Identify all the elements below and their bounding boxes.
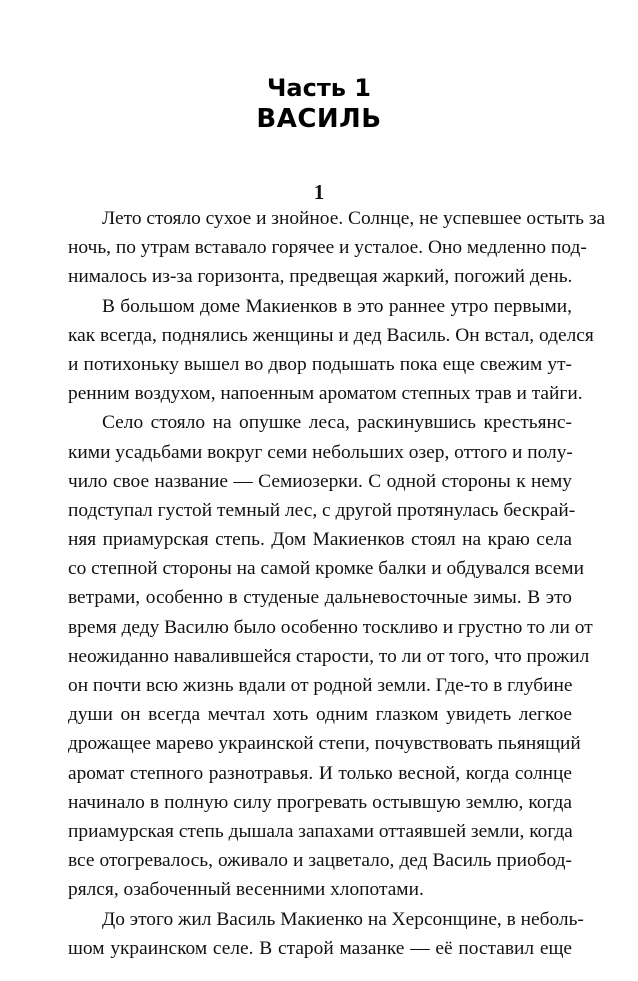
text-line: и потихоньку вышел во двор подышать пока еще свежим ут- — [68, 353, 572, 375]
text-line: время деду Василю было особенно тоскливо и грустно то ли от — [68, 616, 593, 638]
text-line: подступал густой темный лес, с другой протянулась бескрай- — [68, 499, 576, 521]
paragraph — [68, 204, 606, 292]
text-line: все отогревалось, оживало и зацветало, дед Василь приобод- — [68, 850, 572, 872]
text-line: шом украинском селе. В старой мазанке — её поставил еще — [68, 937, 572, 959]
paragraph — [68, 408, 593, 904]
part-name: ВАСИЛЬ — [256, 104, 382, 134]
text-line: души он всегда мечтал хоть одним глазком увидеть легкое — [68, 704, 572, 726]
text-line: неожиданно навалившейся старости, то ли от того, что прожил — [68, 645, 590, 667]
paragraph — [68, 905, 584, 963]
paragraph — [68, 292, 594, 409]
text-line: дрожащее марево украинской степи, почувствовать пьянящий — [68, 733, 581, 755]
text-line: аромат степного разнотравья. И только весной, когда солнце — [68, 762, 572, 784]
chapter-text — [68, 204, 606, 963]
text-line: со степной стороны на самой кромке балки и обдувался всеми — [68, 558, 584, 580]
text-line: рялся, озабоченный весенними хлопотами. — [68, 879, 424, 901]
text-line: кими усадьбами вокруг семи небольших озер, оттого и полу- — [68, 441, 573, 463]
text-line: ночь, по утрам вставало горячее и усталое. Оно медленно под- — [68, 237, 587, 259]
text-line: как всегда, поднялись женщины и дед Василь. Он встал, оделся — [68, 324, 594, 346]
part-label: Часть 1 — [267, 74, 371, 102]
text-line: начинало в полную силу прогревать остывшую землю, когда — [68, 791, 572, 813]
text-line: няя приамурская степь. Дом Макиенков стоял на краю села — [68, 529, 572, 551]
chapter-number: 1 — [313, 180, 325, 204]
text-line: он почти всю жизнь вдали от родной земли. Где-то в глубине — [68, 675, 573, 696]
text-line: нималось из-за горизонта, предвещая жаркий, погожий день. — [68, 266, 573, 288]
text-line: В большом доме Макиенков в это раннее утро первыми, — [102, 295, 572, 317]
text-line: До этого жил Василь Макиенко на Херсонщине, в неболь- — [102, 908, 584, 930]
text-line: Село стояло на опушке леса, раскинувшись крестьянс- — [102, 412, 572, 434]
text-line: ренним воздухом, напоенным ароматом степных трав и тайги. — [68, 383, 583, 405]
text-line: приамурская степь дышала запахами оттаявшей земли, когда — [68, 820, 573, 842]
text-line: Лето стояло сухое и знойное. Солнце, не успевшее остыть за — [102, 208, 606, 229]
text-line: чило свое название — Семиозерки. С одной стороны к нему — [68, 470, 572, 492]
text-line: ветрами, особенно в студеные дальневосточные зимы. В это — [68, 587, 572, 609]
